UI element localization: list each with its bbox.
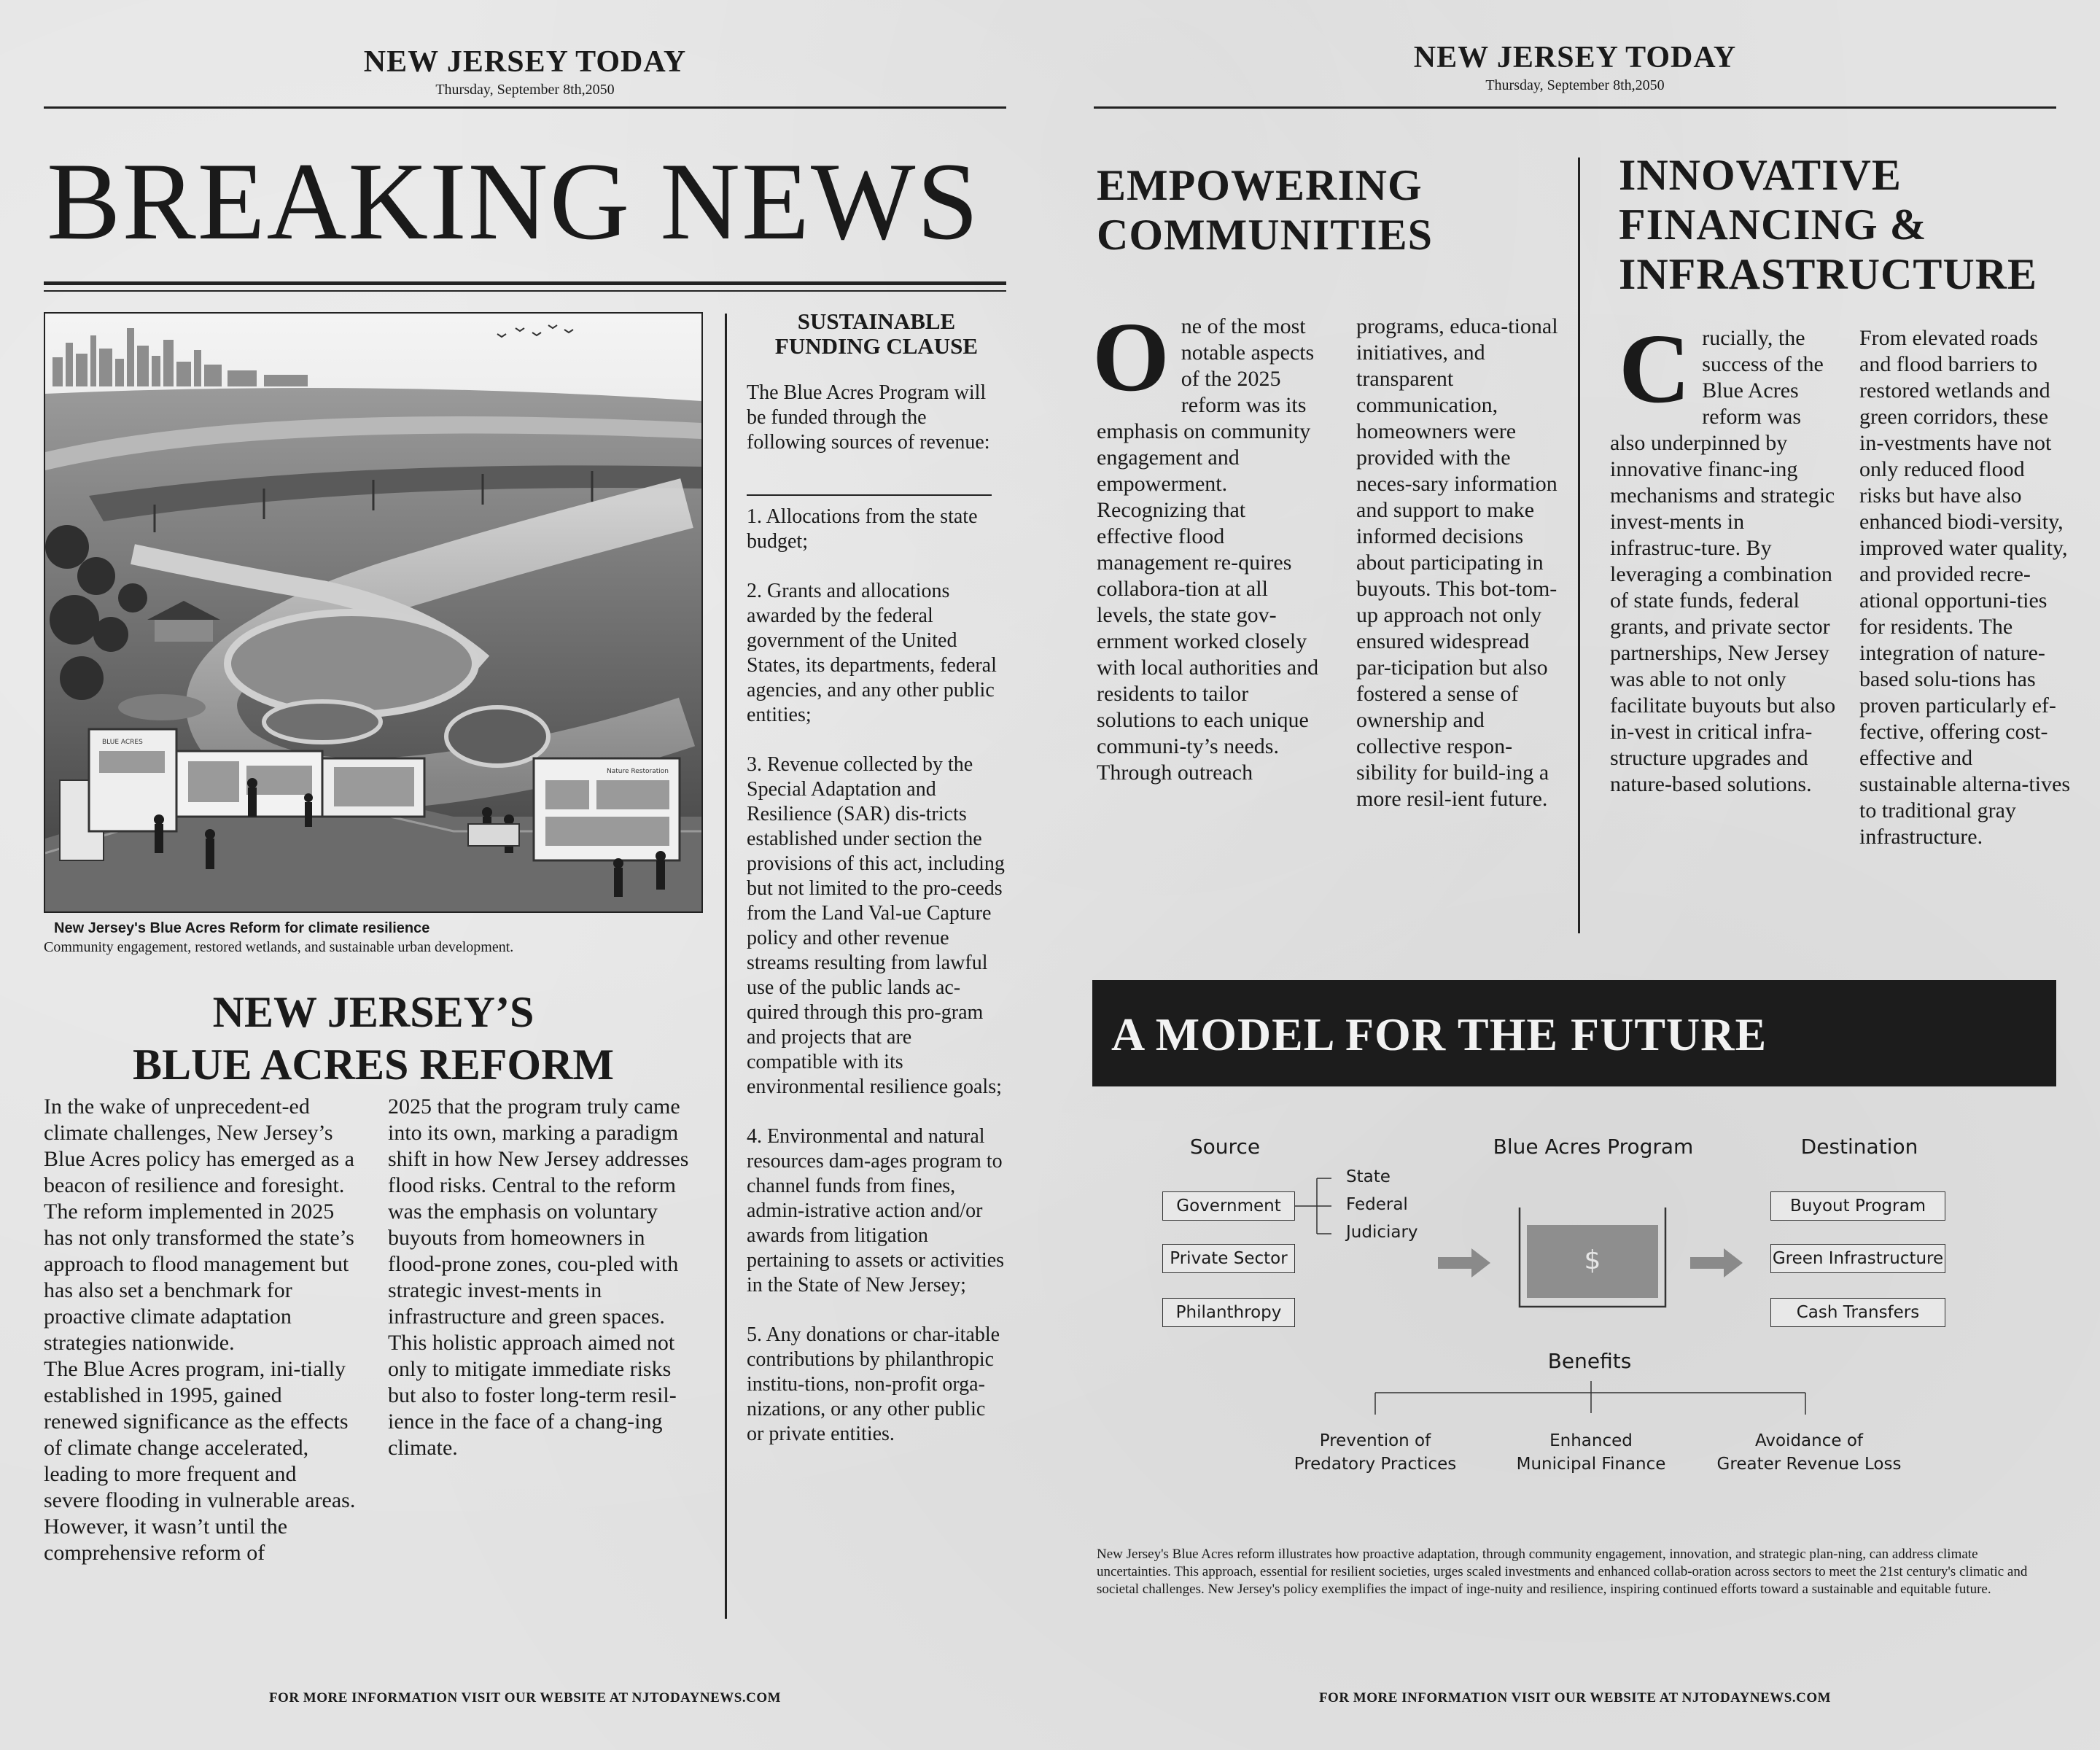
funding-rule (747, 494, 992, 496)
funding-item-2: 2. Grants and allocations awarded by the federal government of the United States, its departments, federal agencies, and any other public entities; (747, 580, 997, 726)
right-footer: FOR MORE INFORMATION VISIT OUR WEBSITE AT NJTODAYNEWS.COM (1318, 1690, 1832, 1706)
summary-paragraph: New Jersey's Blue Acres reform illustrates how proactive adaptation, through community engagement, innovation, and strategic plan-ning, can address climate uncertainties. This approach, essential for resilient societies, urges scaled investments and enhanced collab-oration across sectors to meet the 21st century's climatic and societal challenges. New Jersey's policy exemplifies the impact of inge-nuity and resilience, inspiring continued efforts toward a sustainable and equitable future. (1097, 1547, 2028, 1597)
blue-acres-article-title (44, 986, 703, 1091)
diagram-source-label: Source (1189, 1135, 1261, 1159)
benefit-finance-line-1: Enhanced (1549, 1431, 1633, 1450)
funding-title-line-1: SUSTAINABLE (797, 308, 956, 334)
dest-cash-label: Cash Transfers (1796, 1303, 1920, 1322)
empowering-title-line-2: COMMUNITIES (1097, 211, 1434, 259)
innovative-title-line-3: INFRASTRUCTURE (1619, 250, 2038, 298)
empowering-col-1-text: ne of the most notable aspects of the 2025 reform was its emphasis on community engagement and empowerment. Recognizing that effective flood management re-quires collabora-tion at all levels, the state gov-ernment worked closely with local authorities and residents to tailor solutions to each unique communi-ty’s needs. Through outreach (1097, 314, 1319, 785)
funding-item-5: 5. Any donations or char-itable contributions by philanthropic institu-tions, non-profit orga-nizations, or any other public or private entities. (747, 1323, 1000, 1445)
funding-item-1: 1. Allocations from the state budget; (747, 505, 978, 553)
dollar-icon: $ (1584, 1245, 1601, 1275)
innovative-title-line-1: INNOVATIVE (1619, 151, 1902, 199)
dest-green-infra-label: Green Infrastructure (1772, 1249, 1944, 1268)
government-levels-connector (1291, 1167, 1349, 1240)
source-philanthropy-label: Philanthropy (1175, 1303, 1282, 1322)
breaking-news-headline: BREAKING NEWS (47, 140, 980, 262)
benefit-finance-line-2: Municipal Finance (1516, 1455, 1666, 1474)
right-masthead-rule (1094, 106, 2056, 109)
right-masthead (1094, 42, 2056, 94)
wetland-illustration (44, 312, 703, 913)
funding-clause-title (747, 309, 1006, 359)
empowering-col-2: programs, educa-tional initiatives, and transparent communication, homeowners were provided with the neces-sary information and support to make informed decisions about participating in buyouts. This bot-tom-up approach not only ensured widespread par-ticipation but also fostered a sense of ownership and collective respon-sibility for build-ing a more resil-ient future. (1356, 314, 1558, 811)
benefits-connector (1368, 1380, 1813, 1418)
dest-cash-box (1770, 1298, 1945, 1327)
gov-level-state: State (1346, 1167, 1391, 1186)
masthead-title-right: NEW JERSEY TODAY (1413, 41, 1737, 74)
source-private-sector-label: Private Sector (1170, 1249, 1288, 1268)
source-private-sector-box (1162, 1244, 1295, 1273)
dest-buyout-label: Buyout Program (1790, 1197, 1926, 1216)
empowering-title-line-1: EMPOWERING (1097, 161, 1423, 209)
masthead-date-right: Thursday, September 8th,2050 (1485, 77, 1665, 93)
innovative-col-1 (1610, 314, 1839, 798)
left-footer: FOR MORE INFORMATION VISIT OUR WEBSITE AT NJTODAYNEWS.COM (268, 1690, 782, 1706)
masthead-title: NEW JERSEY TODAY (363, 45, 687, 79)
funding-item-3: 3. Revenue collected by the Special Adaptation and Resilience (SAR) dis-tricts established under section the provisions of this act, including but not limited to the pro-ceeds from the Land Val-ue Capture policy and other revenue streams resulting from lawful use of the public lands ac-quired through this pro-gram and projects that are compatible with its environmental resilience goals; (747, 753, 1005, 1098)
innovative-title (1619, 150, 2056, 299)
article-title-line-1: NEW JERSEY’S (212, 988, 534, 1036)
dest-green-infra-box (1770, 1244, 1945, 1273)
gov-level-federal: Federal (1346, 1195, 1408, 1214)
headline-rule-thick (44, 281, 1006, 285)
benefit-prevention-line-2: Predatory Practices (1294, 1455, 1457, 1474)
model-for-future-banner (1092, 980, 2056, 1086)
article-title-line-2: BLUE ACRES REFORM (132, 1041, 615, 1089)
diagram-benefits-label: Benefits (1547, 1349, 1632, 1373)
diagram-destination-label: Destination (1800, 1135, 1918, 1159)
arrow-right-icon-2 (1689, 1245, 1747, 1282)
diagram-program-label: Blue Acres Program (1493, 1135, 1694, 1159)
benefit-prevention (1280, 1429, 1470, 1476)
banner-text: A MODEL FOR THE FUTURE (1111, 1008, 1768, 1060)
empowering-drop-cap: O (1092, 303, 1170, 412)
funding-title-line-2: FUNDING CLAUSE (774, 333, 979, 359)
funding-sources-list (747, 505, 1006, 1447)
dest-buyout-box (1770, 1191, 1945, 1221)
source-government-label: Government (1176, 1197, 1281, 1216)
masthead-date: Thursday, September 8th,2050 (435, 82, 615, 98)
benefit-municipal-finance (1496, 1429, 1686, 1476)
gov-level-judiciary: Judiciary (1346, 1223, 1418, 1242)
photo-caption-subtitle: Community engagement, restored wetlands, and sustainable urban development. (44, 939, 514, 955)
innovative-col-2: From elevated roads and flood barriers to restored wetlands and green corridors, these in-vestments have not only reduced flood risks but have also enhanced biodi-versity, improved water quality, and provided recre-ational opportuni-ties for residents. The integration of nature-based solu-tions has proven particularly ef-fective, offering cost-effective and sustainable alterna-tives to traditional gray infrastructure. (1859, 326, 2071, 849)
wetland-illustration-svg (45, 314, 701, 911)
funding-intro: The Blue Acres Program will be funded through the following sources of revenue: (747, 381, 990, 454)
innovative-title-line-2: FINANCING & (1619, 201, 1927, 249)
source-government-box (1162, 1191, 1295, 1221)
headline-rule-thin (44, 290, 1006, 292)
board-label-blue-acres: BLUE ACRES (102, 739, 143, 746)
left-column-divider (725, 314, 727, 1619)
photo-caption-title: New Jersey's Blue Acres Reform for climate resilience (54, 920, 430, 936)
arrow-right-icon (1436, 1245, 1495, 1282)
benefit-revenue-line-1: Avoidance of (1754, 1431, 1863, 1450)
left-masthead (44, 47, 1006, 98)
blue-acres-article-col-2: 2025 that the program truly came into its own, marking a paradigm shift in how New Jersey addresses flood risks. Central to the reform was the emphasis on voluntary buyouts from homeowners in flood-prone zones, cou-pled with strategic invest-ments in infrastructure and green spaces. This holistic approach aimed not only to mitigate immediate risks but also to foster long-term resil-ience in the face of a chang-ing climate. (388, 1094, 689, 1460)
blue-acres-article-col-1: In the wake of unprecedent-ed climate challenges, New Jersey’s Blue Acres policy has emerged as a beacon of resilience and foresight. The reform implemented in 2025 has not only transformed the state’s approach to flood management but has also set a benchmark for proactive climate adaptation strategies nationwide. The Blue Acres program, ini-tially established in 1995, gained renewed significance as the effects of climate change accelerated, leading to more frequent and severe flooding in vulnerable areas. However, it wasn’t until the comprehensive reform of (44, 1094, 356, 1565)
innovative-col-1-text: rucially, the success of the Blue Acres reform was also underpinned by innovative financ-ing mechanisms and strategic invest-ments in infrastruc-ture. By leveraging a combination of state funds, federal grants, and private sector partnerships, New Jersey was able to not only facilitate buyouts but also in-vest in critical infra-structure upgrades and nature-based solutions. (1610, 326, 1836, 796)
masthead-rule (44, 106, 1006, 109)
empowering-col-1 (1092, 303, 1321, 786)
innovative-drop-cap: C (1619, 314, 1691, 424)
source-philanthropy-box (1162, 1298, 1295, 1327)
funding-item-4: 4. Environmental and natural resources dam-ages program to channel funds from fines, admin-istrative action and/or awards from litigation pertaining to assets or activities in the State of New Jersey; (747, 1125, 1005, 1296)
benefit-prevention-line-1: Prevention of (1319, 1431, 1431, 1450)
board-label-restoration: Nature Restoration (607, 768, 669, 775)
empowering-title (1097, 160, 1563, 260)
benefit-revenue-line-2: Greater Revenue Loss (1716, 1455, 1902, 1474)
right-column-divider (1578, 158, 1580, 933)
benefit-revenue-loss (1703, 1429, 1915, 1476)
